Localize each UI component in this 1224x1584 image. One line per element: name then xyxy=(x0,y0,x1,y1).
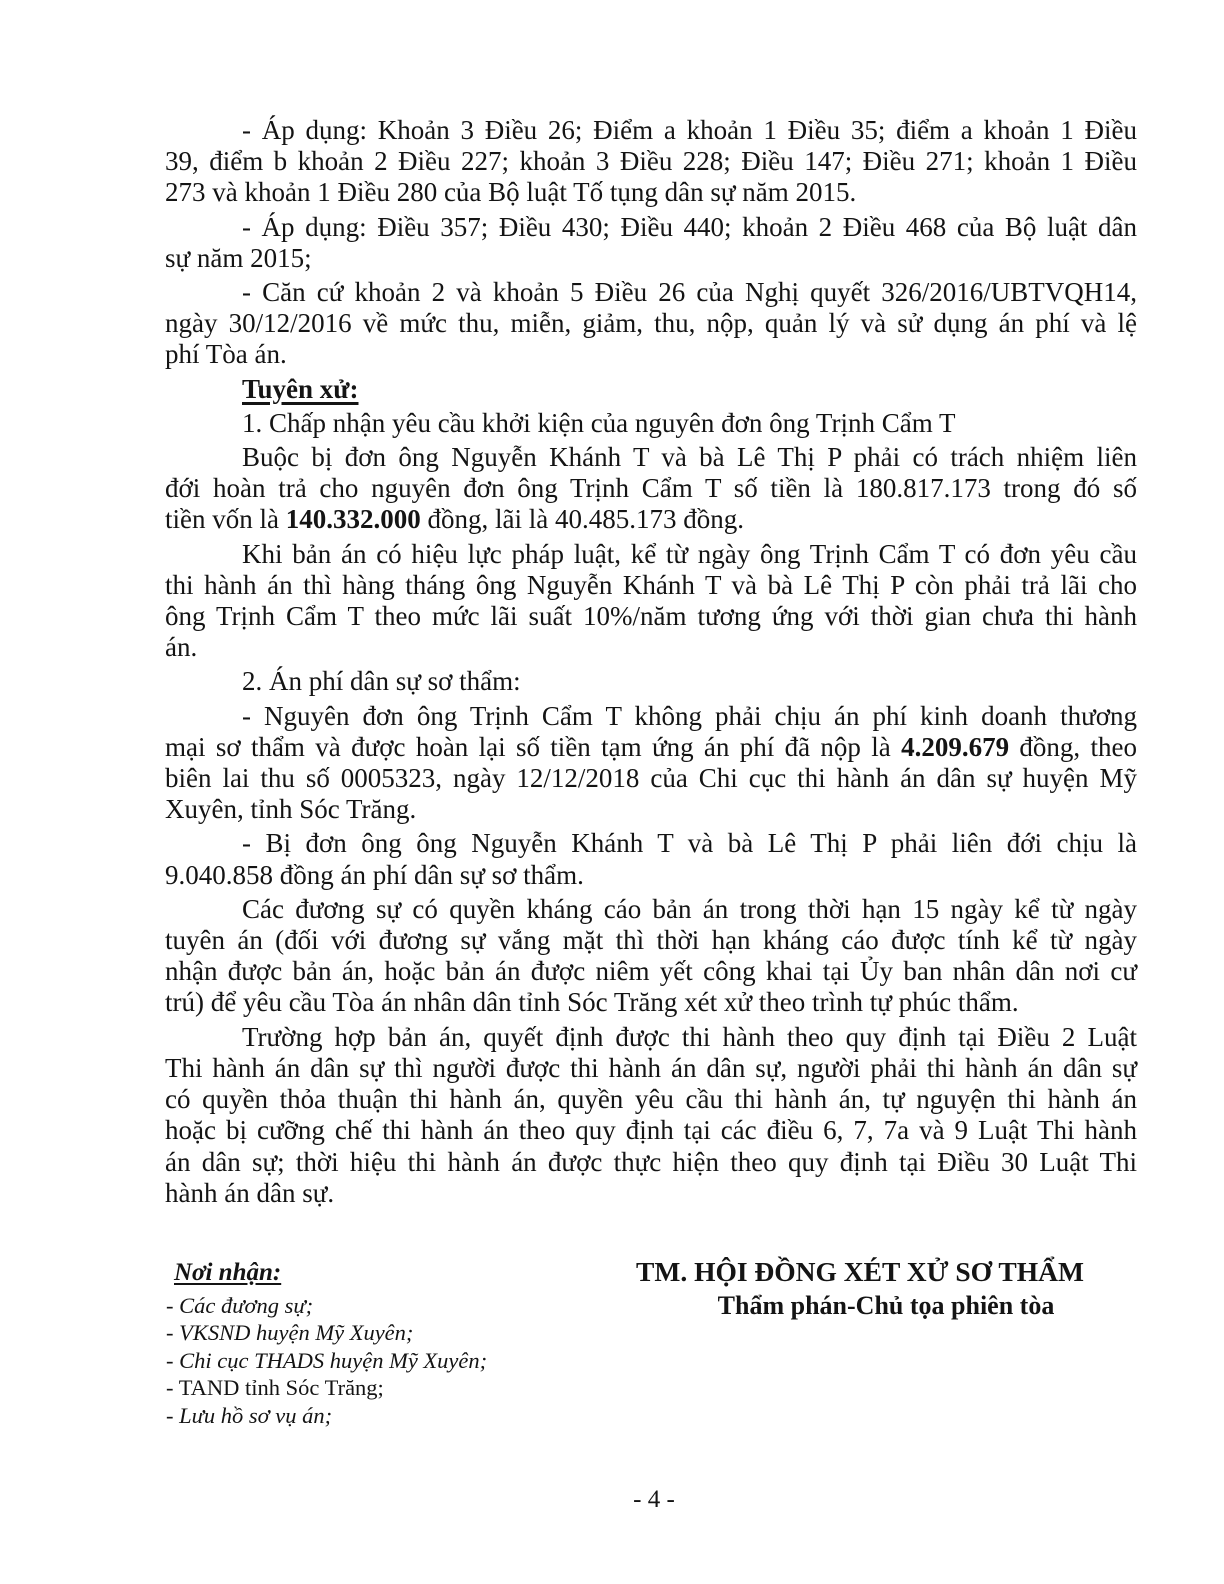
text-line: 39, điểm b khoản 2 Điều 227; khoản 3 Điều 228; Điều 147; Điều 271; khoản 1 Điều xyxy=(165,146,1137,177)
text-line: đới hoàn trả cho nguyên đơn ông Trịnh Cẩm T số tiền là 180.817.173 trong đó số xyxy=(165,473,1137,504)
amount-bold: 140.332.000 xyxy=(285,504,421,535)
text-line: 2. Án phí dân sự sơ thẩm: xyxy=(242,666,521,697)
text-line: Tuyên xử: xyxy=(242,373,359,404)
paragraph xyxy=(165,1022,1137,1209)
signature-title: TM. HỘI ĐỒNG XÉT XỬ SƠ THẨM xyxy=(636,1256,1084,1287)
paragraph xyxy=(165,894,1137,1019)
recipient-item: - VKSND huyện Mỹ Xuyên; xyxy=(166,1320,414,1346)
text-line: phí Tòa án. xyxy=(165,339,287,370)
text-line: - Căn cứ khoản 2 và khoản 5 Điều 26 của Nghị quyết 326/2016/UBTVQH14, xyxy=(242,277,1137,308)
paragraph xyxy=(165,277,1137,371)
text-line: Xuyên, tỉnh Sóc Trăng. xyxy=(165,794,417,825)
text-line: Các đương sự có quyền kháng cáo bản án trong thời hạn 15 ngày kể từ ngày xyxy=(242,893,1137,924)
text-line: - Áp dụng: Khoản 3 Điều 26; Điểm a khoản 1 Điều 35; điểm a khoản 1 Điều xyxy=(242,115,1137,145)
section-heading xyxy=(165,374,1137,405)
text-line: biên lai thu số 0005323, ngày 12/12/2018 của Chi cục thi hành án dân sự huyện Mỹ xyxy=(165,763,1137,794)
page-number: - 4 - xyxy=(633,1486,675,1513)
paragraph xyxy=(165,666,1137,697)
signature-role: Thẩm phán-Chủ tọa phiên tòa xyxy=(717,1291,1055,1320)
paragraph xyxy=(165,442,1137,536)
text-line: ngày 30/12/2016 về mức thu, miễn, giảm, thu, nộp, quản lý và sử dụng án phí và lệ xyxy=(165,308,1137,339)
text-line: Thi hành án dân sự thì người được thi hành án dân sự, người phải thi hành án dân sự xyxy=(165,1052,1137,1083)
text-line: án dân sự; thời hiệu thi hành án được thực hiện theo quy định tại Điều 30 Luật Thi xyxy=(165,1146,1137,1177)
text-line: Khi bản án có hiệu lực pháp luật, kể từ ngày ông Trịnh Cẩm T có đơn yêu cầu xyxy=(242,538,1137,569)
text-line: - Nguyên đơn ông Trịnh Cẩm T không phải chịu án phí kinh doanh thương xyxy=(242,700,1137,731)
recipient-item: - Các đương sự; xyxy=(166,1293,314,1318)
paragraph xyxy=(165,408,1137,439)
text-line: hành án dân sự. xyxy=(165,1177,335,1208)
amount-bold: 4.209.679 xyxy=(901,731,1010,762)
text-line: án. xyxy=(165,632,198,663)
paragraph xyxy=(165,701,1137,826)
text-line: sự năm 2015; xyxy=(165,242,312,273)
text-line: Buộc bị đơn ông Nguyễn Khánh T và bà Lê Thị P phải có trách nhiệm liên xyxy=(242,442,1137,473)
recipient-item: - Chi cục THADS huyện Mỹ Xuyên; xyxy=(166,1347,488,1373)
text-line: 1. Chấp nhận yêu cầu khởi kiện của nguyên đơn ông Trịnh Cẩm T xyxy=(242,407,956,438)
text-line: 273 và khoản 1 Điều 280 của Bộ luật Tố tụng dân sự năm 2015. xyxy=(165,177,857,208)
text-line: có quyền thỏa thuận thi hành án, quyền yêu cầu thi hành án, tự nguyện thi hành án xyxy=(165,1084,1137,1115)
recipient-item: - TAND tỉnh Sóc Trăng; xyxy=(166,1375,384,1401)
text-line: tiền vốn là 140.332.000 đồng, lãi là 40.485.173 đồng. xyxy=(165,504,744,535)
text-line: tuyên án (đối với đương sự vắng mặt thì thời hạn kháng cáo được tính kể từ ngày xyxy=(165,925,1137,956)
paragraph xyxy=(165,115,1137,209)
text-line: trú) để yêu cầu Tòa án nhân dân tỉnh Sóc Trăng xét xử theo trình tự phúc thẩm. xyxy=(165,987,1019,1018)
paragraph xyxy=(165,212,1137,274)
paragraph xyxy=(165,828,1137,890)
text-line: hoặc bị cưỡng chế thi hành án theo quy định tại các điều 6, 7, 7a và 9 Luật Thi hành xyxy=(165,1115,1137,1146)
text-line: ông Trịnh Cẩm T theo mức lãi suất 10%/năm tương ứng với thời gian chưa thi hành xyxy=(165,601,1137,632)
text-line: Trường hợp bản án, quyết định được thi hành theo quy định tại Điều 2 Luật xyxy=(242,1021,1137,1052)
recipients-heading: Nơi nhận: xyxy=(174,1259,282,1286)
text-line: thi hành án thì hàng tháng ông Nguyễn Khánh T và bà Lê Thị P còn phải trả lãi cho xyxy=(165,569,1137,600)
recipients-block xyxy=(166,1259,487,1429)
text-line: nhận được bản án, hoặc bản án được niêm yết công khai tại Ủy ban nhân dân nơi cư xyxy=(165,956,1137,987)
text-line: - Áp dụng: Điều 357; Điều 430; Điều 440; khoản 2 Điều 468 của Bộ luật dân xyxy=(242,211,1137,242)
signature-block xyxy=(625,1257,1095,1321)
judgment-body xyxy=(165,115,1137,1212)
text-line: 9.040.858 đồng án phí dân sự sơ thẩm. xyxy=(165,859,584,890)
paragraph xyxy=(165,539,1137,664)
text-line: mại sơ thẩm và được hoàn lại số tiền tạm ứng án phí đã nộp là 4.209.679 đồng, theo xyxy=(165,731,1137,762)
text-line: - Bị đơn ông ông Nguyễn Khánh T và bà Lê Thị P phải liên đới chịu là xyxy=(242,828,1137,859)
recipients-list xyxy=(166,1292,487,1429)
recipient-item: - Lưu hồ sơ vụ án; xyxy=(166,1402,333,1428)
